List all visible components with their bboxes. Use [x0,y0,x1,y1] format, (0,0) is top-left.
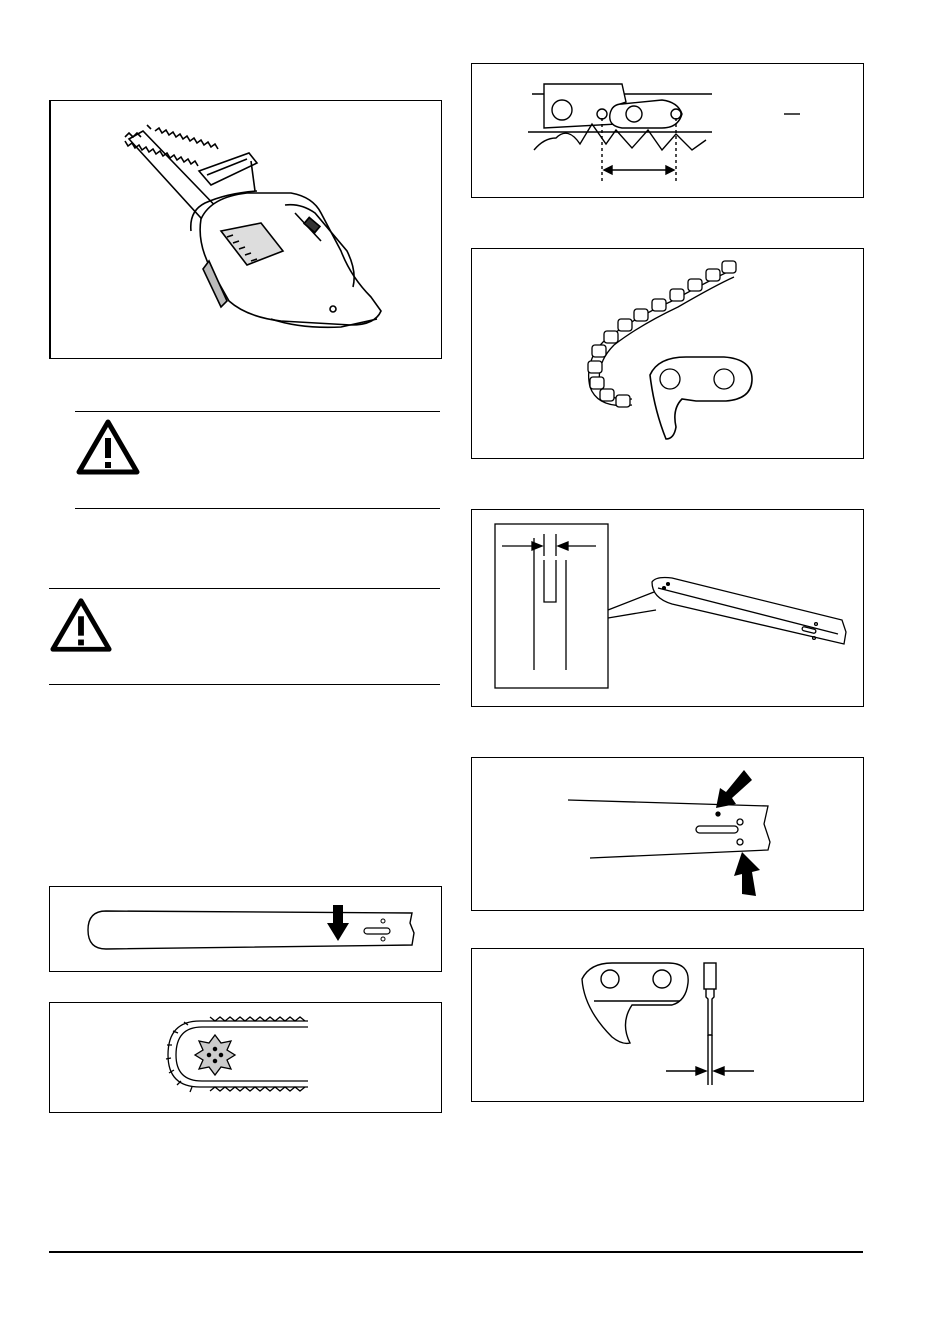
warning-top-rule [75,411,440,412]
warning-triangle-icon [49,596,113,654]
chain-loop-figure [471,248,864,459]
warning-bottom-rule [49,684,440,685]
chain-pitch-icon [472,64,865,199]
sprocket-figure [49,1002,442,1113]
bar-groove-figure [471,509,864,707]
bar-marking-figure [49,886,442,972]
guide-bar-oil-hole-icon [472,758,865,912]
saw-chain-icon [472,249,865,460]
warning-top-rule [49,588,440,589]
footer-rule [49,1251,863,1253]
warning-block-1 [75,418,141,481]
drive-link-gauge-figure [471,948,864,1102]
chain-pitch-figure [471,63,864,198]
guide-bar-marking-icon [50,887,443,973]
chain-sprocket-icon [50,1003,443,1114]
chainsaw-icon [51,101,444,360]
warning-block-2 [49,596,113,659]
warning-triangle-icon [75,418,141,476]
drive-link-gauge-icon [472,949,865,1103]
guide-bar-groove-icon [472,510,865,708]
warning-bottom-rule [75,508,440,509]
chainsaw-figure [49,100,442,359]
bar-oil-holes-figure [471,757,864,911]
